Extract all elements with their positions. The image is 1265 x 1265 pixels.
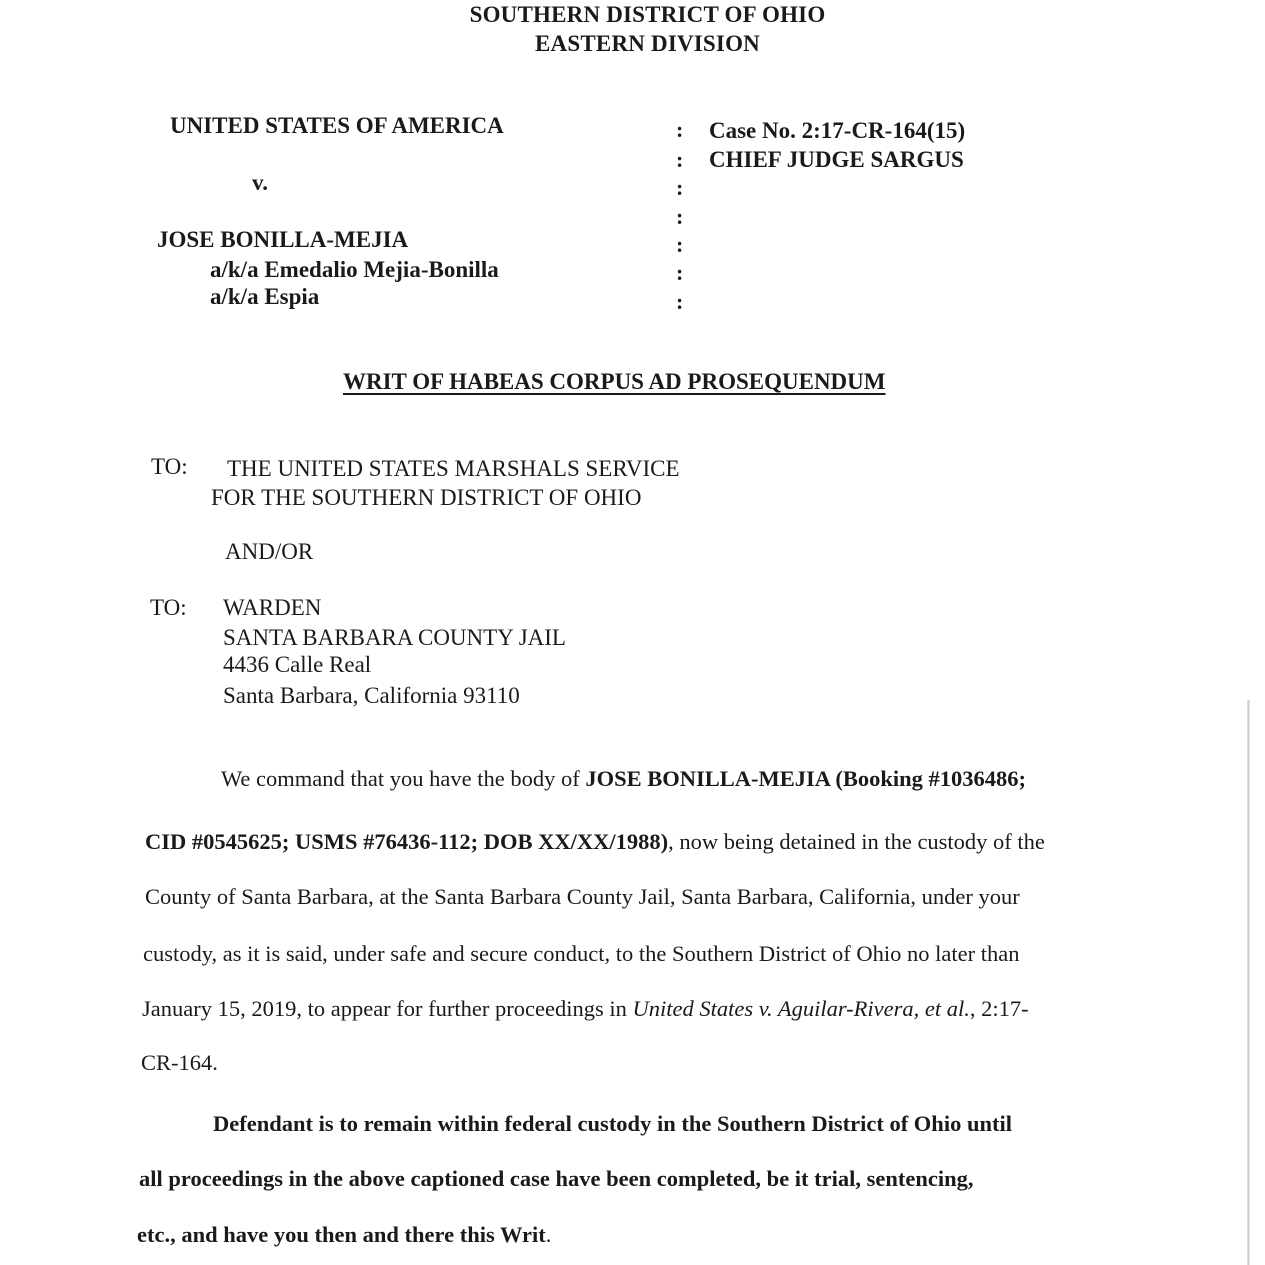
addressee-2-line-4: Santa Barbara, California 93110 [223, 683, 520, 708]
defendant-identifiers: JOSE BONILLA-MEJIA (Booking #1036486; [585, 766, 1027, 791]
caption-colon: : [676, 175, 684, 200]
defendant-name: JOSE BONILLA-MEJIA [157, 227, 409, 252]
caption-colon: : [676, 289, 684, 314]
command-line [145, 829, 1045, 855]
command-text: January 15, 2019, to appear for further proceedings in [142, 996, 633, 1021]
addressee-2-line-3: 4436 Calle Real [223, 652, 372, 677]
caption-colon: : [676, 147, 684, 172]
case-citation: United States v. Aguilar-Rivera, et al. [632, 996, 970, 1021]
custody-line: Defendant is to remain within federal custody in the Southern District of Ohio until [213, 1111, 1012, 1136]
defendant-alias-2: a/k/a Espia [210, 284, 320, 309]
defendant-alias-1: a/k/a Emedalio Mejia-Bonilla [210, 257, 499, 282]
command-line: CR-164. [141, 1050, 218, 1075]
to-label: TO: [150, 595, 187, 620]
case-number: Case No. 2:17-CR-164(15) [709, 118, 966, 143]
caption-colon: : [676, 260, 684, 285]
addressee-2-line-2: SANTA BARBARA COUNTY JAIL [223, 625, 566, 650]
judge-name: CHIEF JUDGE SARGUS [709, 147, 964, 172]
addressee-1-line-1: THE UNITED STATES MARSHALS SERVICE [227, 456, 680, 481]
division-heading: EASTERN DIVISION [535, 31, 760, 56]
custody-line: all proceedings in the above captioned case have been completed, be it trial, sentencing, [139, 1166, 974, 1191]
page-edge [1247, 700, 1250, 1265]
document-title: WRIT OF HABEAS CORPUS AD PROSEQUENDUM [343, 369, 886, 394]
caption-colon: : [676, 232, 684, 257]
addressee-2-line-1: WARDEN [223, 595, 322, 620]
command-line [142, 996, 1029, 1022]
command-line: custody, as it is said, under safe and secure conduct, to the Southern District of Ohio no later than [143, 941, 1020, 966]
command-line [221, 766, 1026, 792]
command-text: We command that you have the body of [221, 766, 586, 791]
caption-colon: : [676, 204, 684, 229]
to-label: TO: [151, 454, 188, 479]
command-text: , 2:17- [969, 996, 1029, 1021]
addressee-1-line-2: FOR THE SOUTHERN DISTRICT OF OHIO [211, 485, 642, 510]
district-heading: SOUTHERN DISTRICT OF OHIO [469, 2, 826, 27]
custody-text: . [545, 1222, 552, 1247]
plaintiff-name: UNITED STATES OF AMERICA [170, 113, 504, 138]
custody-line [137, 1222, 551, 1248]
custody-text: etc., and have you then and there this Writ [137, 1222, 546, 1247]
versus-label: v. [252, 170, 268, 195]
defendant-identifiers: CID #0545625; USMS #76436-112; DOB XX/XX/1988) [145, 829, 669, 854]
caption-colon: : [676, 117, 684, 142]
command-text: , now being detained in the custody of the [668, 829, 1045, 854]
command-line: County of Santa Barbara, at the Santa Barbara County Jail, Santa Barbara, California, under your [145, 884, 1020, 909]
and-or-label: AND/OR [225, 539, 314, 564]
